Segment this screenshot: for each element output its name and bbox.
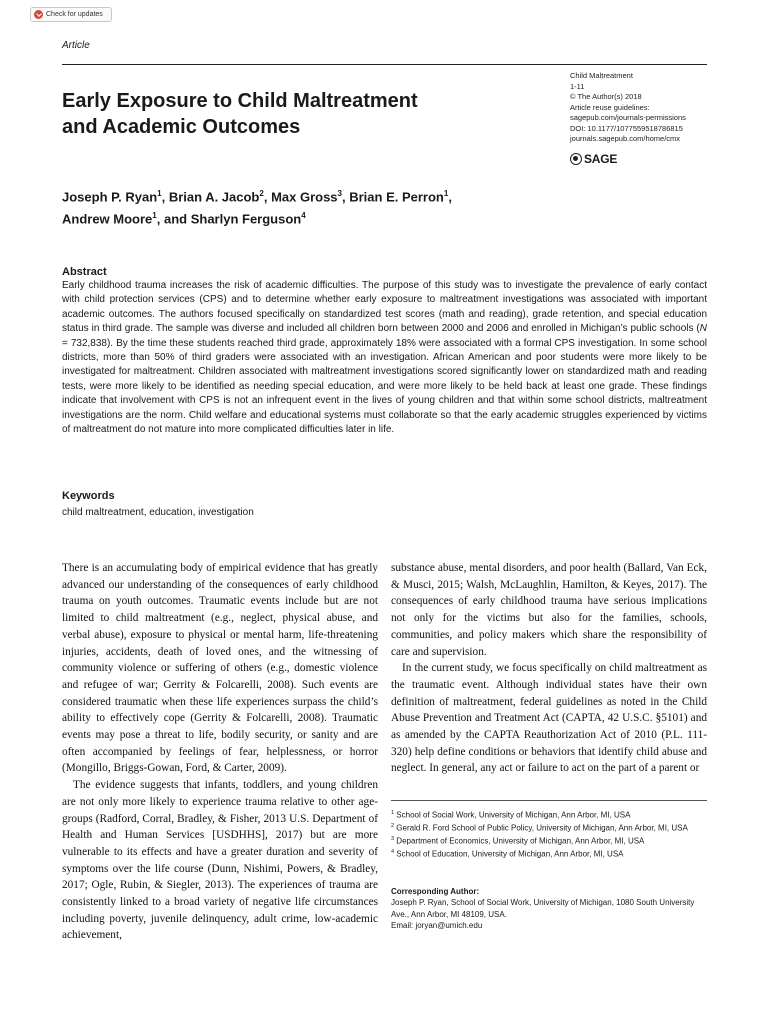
body-paragraph: The evidence suggests that infants, toddlers, and young children are not only more likely to experience trauma relative to other age-groups (Radford, Corral, Bradley, & Fisher, 2013 U.S. Department of Health and Human Services [USDHHS], 2017) but are more vulnerable to its effects and have a greater duration and severity of symptoms over the life course (Dunn, Nishimi, Powers, & Bradley, 2017; Ogle, Rubin, & Siegler, 2013). The experiences of trauma are consistently linked to a broad variety of negative life circumstances including poverty, juvenile delinquency, adult crime, low-academic achievement, [62,779,378,942]
author-name: Joseph P. Ryan [62,189,158,205]
page-range: 1-11 [570,81,585,91]
reuse-label: Article reuse guidelines: [570,102,650,112]
author-name: and Sharlyn Ferguson [163,211,302,227]
author-name: Max Gross [271,189,338,205]
author-name: Brian A. Jacob [168,189,260,205]
affiliation-4: $^4$ School of Education, University of Michigan, Ann Arbor, MI, USA [391,848,624,859]
title-line-1: Early Exposure to Child Maltreatment [62,90,418,112]
abstract-heading: Abstract [62,266,107,278]
check-updates-label: Check for updates [46,11,103,18]
affiliation-marker: 4 [301,211,306,221]
keywords-heading: Keywords [62,490,115,502]
corresponding-email[interactable]: Email: joryan@umich.edu [391,920,483,930]
article-type-label: Article [62,40,90,51]
body-paragraph: substance abuse, mental disorders, and poor health (Ballard, Van Eck, & Musci, 2015; Walsh, McLaughlin, Hamilton, & Keyes, 2017). The consequences of early childhood trauma have serious implications not only for the victims but also for the families, schools, communities, and policy makers which share the responsibility of care and supervision. [391,562,707,658]
author-list: Joseph P. Ryan$^1$, Brian A. Jacob$^2$, Max Gross$^3$, Brian E. Perron$^1$, Andrew Moore$^1$, and Sharlyn Ferguson$^4$ [62,189,452,227]
check-updates-icon [34,10,43,19]
affiliation-marker: 2 [259,189,264,198]
affiliation-2: $^2$ Gerald R. Ford School of Public Policy, University of Michigan, Ann Arbor, MI, USA [391,822,688,833]
abstract-text [62,279,707,437]
affiliation-1: $^1$ School of Social Work, University of Michigan, Ann Arbor, MI, USA [391,810,631,820]
paper-title [62,88,532,140]
title-line-2: and Academic Outcomes [62,116,301,138]
affiliation-marker: 1 [157,189,162,198]
journal-name: Child Maltreatment [570,71,633,80]
body-paragraph: In the current study, we focus specifically on child maltreatment as the traumatic event. Although individual states have their own definition of maltreatment, federal guidelines as noted in the Child Abuse Prevention and Treatment Act (CAPTA, 42 U.S.C. §5101) and as amended by the CAPTA Reauthorization Act of 2010 (P.L. 111-320) help define conditions or behaviors that identify child abuse and neglect. In general, any act or failure to act on the part of a parent or [391,662,707,775]
body-paragraph: There is an accumulating body of empirical evidence that has greatly advanced our understanding of the consequences of early childhood trauma on youth outcomes. Traumatic events include but are not limited to child maltreatment (e.g., neglect, physical abuse, and verbal abuse), exposure to physical or mental harm, life-threatening injuries, accidents, death of loved ones, and the witnessing of community violence or suffering of others (e.g., domestic violence and refugee of war; Gerrity & Folcarelli, 2008). Such events are considered traumatic when these life experiences surpass the child’s ability to effectively cope (Gerrity & Folcarelli, 2008). Traumatic events may pose a threat to life, bodily security, or sanity and are often accompanied by feelings of fear, helplessness, or horror (Mongillo, Briggs-Gowan, Ford, & Carter, 2009). [62,562,378,775]
affiliation-marker: 3 [337,189,342,198]
check-for-updates-badge[interactable] [30,7,112,22]
body-column-right [391,560,707,777]
journal-link[interactable]: journals.sagepub.com/home/cmx [570,134,681,143]
keywords-text: child maltreatment, education, investigation [62,507,254,518]
author-name: Andrew Moore [62,211,153,227]
corresponding-heading: Corresponding Author: [391,887,480,896]
publisher-name: SAGE [584,152,618,166]
corresponding-author [391,886,709,931]
n-symbol: N [699,323,707,335]
doi-link[interactable]: DOI: 10.1177/1077559518786815 [570,123,683,133]
affiliation-marker: 1 [443,189,449,198]
copyright: © The Author(s) 2018 [570,92,642,101]
corresponding-address: Joseph P. Ryan, School of Social Work, University of Michigan, 1080 South University Ave., Ann Arbor, MI 48109, USA. [391,898,695,919]
footnote-rule [391,800,707,801]
affiliation-marker: 1 [152,211,157,221]
affiliations [391,808,709,860]
publisher-logo [570,152,617,166]
journal-meta [570,71,686,145]
sage-logo-icon [570,153,582,165]
affiliation-3: $^3$ Department of Economics, University of Michigan, Ann Arbor, MI, USA [391,835,645,846]
author-name: Brian E. Perron [349,189,444,205]
abstract-part-1: Early childhood trauma increases the risk of academic difficulties. The purpose of this study was to investigate the prevalence of early contact with child protection services (CPS) and to determine whether early exposure to maltreatment investigations was associated with important academic outcomes. The authors focused specifically on standardized test scores (math and reading), grade retention, and special education status in third grade. The sample was diverse and included all children born between 2000 and 2006 and enrolled in Michigan’s public schools ( [62,280,707,335]
reuse-link[interactable]: sagepub.com/journals-permissions [570,113,686,122]
body-column-left [62,560,378,944]
abstract-part-2: = 732,838). By the time these students reached third grade, approximately 18% were associated with a formal CPS investigation. In some school districts, more than 50% of third graders were associated with an investigation. African American and poor students were more likely to be investigated for maltreatment. Children associated with maltreatment investigations scored significantly lower on standardized math and reading tests, were more likely to be identified as needing special education, and were more likely to be held back at least one grade. These findings indicate that involvement with CPS is not an infrequent event in the lives of young children and that within some school districts, maltreatment investigations are the norm. Child welfare and educational systems must collaborate so that the early academic struggles experienced by victims of maltreatment do not mature into more complicated difficulties later in life. [62,337,707,436]
header-rule [62,64,707,65]
